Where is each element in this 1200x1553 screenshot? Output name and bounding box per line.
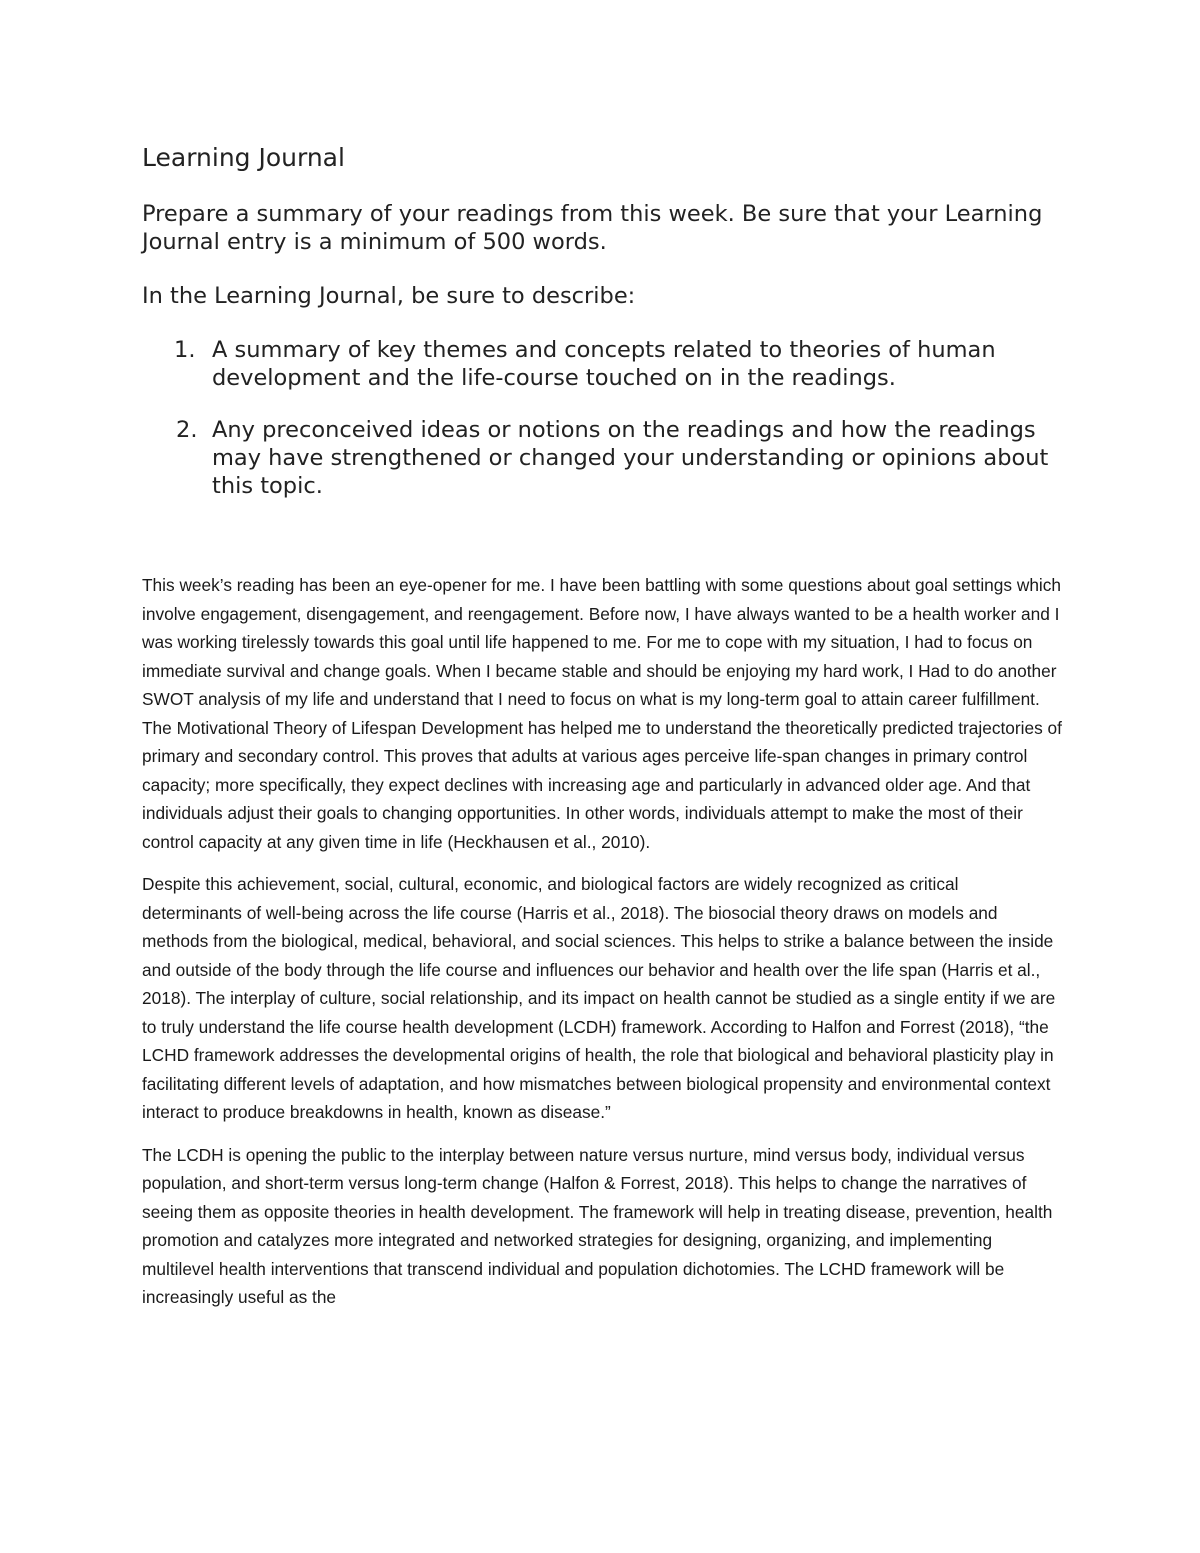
task-number: 2.	[176, 417, 198, 443]
body-paragraph: The LCDH is opening the public to the interplay between nature versus nurture, mind versus body, individual versus population, and short-term versus long-term change (Halfon & Forrest, 2018). This helps to change the narratives of seeing them as opposite theories in health development. The framework will help in treating disease, prevention, health promotion and catalyzes more integrated and networked strategies for designing, organizing, and implementing multilevel health interventions that transcend individual and population dichotomies. The LCHD framework will be increasingly useful as the	[142, 1144, 1053, 1307]
task-text: A summary of key themes and concepts related to theories of human development and the life-course touched on in the readings.	[212, 337, 996, 391]
task-item	[142, 416, 1072, 500]
task-text: Any preconceived ideas or notions on the readings and how the readings may have strengthened or changed your understanding or opinions about this topic.	[212, 417, 1049, 499]
task-item	[142, 336, 1072, 392]
prompt-describe-text: In the Learning Journal, be sure to describe:	[142, 283, 636, 309]
body-paragraph: Despite this achievement, social, cultural, economic, and biological factors are widely recognized as critical determinants of well-being across the life course (Harris et al., 2018). The biosocial theory draws on models and methods from the biological, medical, behavioral, and social sciences. This helps to strike a balance between the inside and outside of the body through the life course and influences our behavior and health over the life span (Harris et al., 2018). The interplay of culture, social relationship, and its impact on health cannot be studied as a single entity if we are to truly understand the life course health development (LCDH) framework. According to Halfon and Forrest (2018), “the LCHD framework addresses the developmental origins of health, the role that biological and behavioral plasticity play in facilitating different levels of adaptation, and how mismatches between biological propensity and environmental context interact to produce breakdowns in health, known as disease.”	[142, 874, 1056, 1122]
prompt-summary-text: Prepare a summary of your readings from this week. Be sure that your Learning Journal entry is a minimum of 500 words.	[142, 201, 1043, 255]
body-paragraph: This week’s reading has been an eye-opener for me. I have been battling with some questions about goal settings which involve engagement, disengagement, and reengagement. Before now, I have always wanted to be a health worker and I was working tirelessly towards this goal until life happened to me. For me to cope with my situation, I had to focus on immediate survival and change goals. When I became stable and should be enjoying my hard work, I Had to do another SWOT analysis of my life and understand that I need to focus on what is my long-term goal to attain career fulfillment. The Motivational Theory of Lifespan Development has helped me to understand the theoretically predicted trajectories of primary and secondary control. This proves that adults at various ages perceive life-span changes in primary control capacity; more specifically, they expect declines with increasing age and particularly in advanced older age. And that individuals adjust their goals to changing opportunities. In other words, individuals attempt to make the most of their control capacity at any given time in life (Heckhausen et al., 2010).	[142, 575, 1062, 852]
page-title: Learning Journal	[142, 143, 345, 172]
task-number: 1.	[174, 337, 196, 363]
journal-entry	[142, 571, 1062, 1326]
task-list	[142, 336, 1072, 524]
